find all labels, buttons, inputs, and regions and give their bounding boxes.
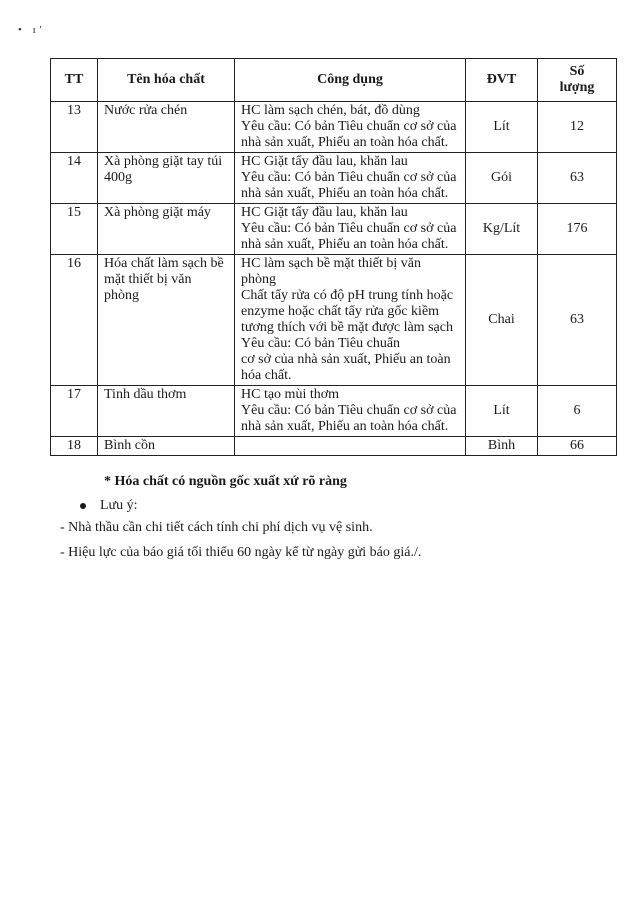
row-qty: 66 (538, 437, 617, 456)
note-bullet (76, 498, 421, 514)
row-use (235, 102, 466, 153)
use-line: phòng (241, 272, 276, 287)
use-line: tương thích với bề mặt được làm sạch (241, 320, 453, 335)
row-qty: 63 (538, 153, 617, 204)
use-line: nhà sản xuất, Phiếu an toàn hóa chất. (241, 135, 449, 150)
chemicals-table (50, 58, 617, 456)
use-line: HC Giặt tẩy đầu lau, khăn lau (241, 154, 408, 169)
row-tt: 16 (51, 255, 98, 386)
use-line: Yêu cầu: Có bản Tiêu chuẩn cơ sở của (241, 170, 457, 185)
row-name: Tinh dầu thơm (98, 386, 235, 437)
table-row (51, 386, 617, 437)
row-unit: Kg/Lít (466, 204, 538, 255)
header-qty-line2: lượng (559, 80, 595, 95)
table-body (51, 102, 617, 456)
row-unit: Lít (466, 102, 538, 153)
use-line: enzyme hoặc chất tẩy rửa gốc kiềm (241, 304, 440, 319)
row-qty: 12 (538, 102, 617, 153)
table-header-row (51, 59, 617, 102)
row-name: Nước rửa chén (98, 102, 235, 153)
row-tt: 15 (51, 204, 98, 255)
use-line: cơ sở của nhà sản xuất, Phiếu an toàn (241, 352, 451, 367)
header-qty-line1: Số (569, 64, 585, 79)
row-name: Xà phòng giặt máy (98, 204, 235, 255)
row-name: Xà phòng giặt tay túi 400g (98, 153, 235, 204)
row-unit: Gói (466, 153, 538, 204)
row-use (235, 153, 466, 204)
row-qty: 176 (538, 204, 617, 255)
header-name: Tên hóa chất (98, 59, 235, 102)
scan-marks: • ı' (18, 24, 46, 36)
table-row (51, 153, 617, 204)
use-line: Yêu cầu: Có bản Tiêu chuẩn (241, 336, 401, 351)
use-line: nhà sản xuất, Phiếu an toàn hóa chất. (241, 237, 449, 252)
row-tt: 18 (51, 437, 98, 456)
row-name: Hóa chất làm sạch bề mặt thiết bị văn phòng (98, 255, 235, 386)
row-use (235, 204, 466, 255)
use-line: Chất tẩy rửa có độ pH trung tính hoặc (241, 288, 454, 303)
bullet-icon (80, 503, 86, 509)
use-line: HC Giặt tẩy đầu lau, khăn lau (241, 205, 408, 220)
note-label: Lưu ý: (100, 498, 138, 513)
use-line: HC làm sạch bề mặt thiết bị văn (241, 256, 422, 271)
row-unit: Bình (466, 437, 538, 456)
row-qty: 63 (538, 255, 617, 386)
header-qty (538, 59, 617, 102)
table-row (51, 204, 617, 255)
use-line: HC tạo mùi thơm (241, 387, 340, 402)
row-unit: Chai (466, 255, 538, 386)
row-use (235, 386, 466, 437)
use-line: Yêu cầu: Có bản Tiêu chuẩn cơ sở của (241, 119, 457, 134)
notes-section (60, 474, 422, 570)
use-line: Yêu cầu: Có bản Tiêu chuẩn cơ sở của (241, 221, 457, 236)
note-line: - Nhà thầu cần chi tiết cách tính chi phí dịch vụ vệ sinh. (60, 520, 373, 535)
row-name: Bình cồn (98, 437, 235, 456)
row-tt: 17 (51, 386, 98, 437)
row-tt: 14 (51, 153, 98, 204)
row-qty: 6 (538, 386, 617, 437)
header-tt: TT (51, 59, 98, 102)
row-use (235, 437, 466, 456)
table-row (51, 255, 617, 386)
row-use (235, 255, 466, 386)
header-unit: ĐVT (466, 59, 538, 102)
table-row (51, 437, 617, 456)
use-line: Yêu cầu: Có bản Tiêu chuẩn cơ sở của (241, 403, 457, 418)
use-line: HC làm sạch chén, bát, đồ dùng (241, 103, 420, 118)
origin-note: * Hóa chất có nguồn gốc xuất xứ rõ ràng (104, 474, 347, 489)
header-use: Công dụng (235, 59, 466, 102)
note-line: - Hiệu lực của báo giá tối thiểu 60 ngày kể từ ngày gửi báo giá./. (60, 545, 422, 560)
use-line: nhà sản xuất, Phiếu an toàn hóa chất. (241, 186, 449, 201)
use-line: hóa chất. (241, 368, 292, 383)
row-unit: Lít (466, 386, 538, 437)
row-tt: 13 (51, 102, 98, 153)
table-row (51, 102, 617, 153)
use-line: nhà sản xuất, Phiếu an toàn hóa chất. (241, 419, 449, 434)
